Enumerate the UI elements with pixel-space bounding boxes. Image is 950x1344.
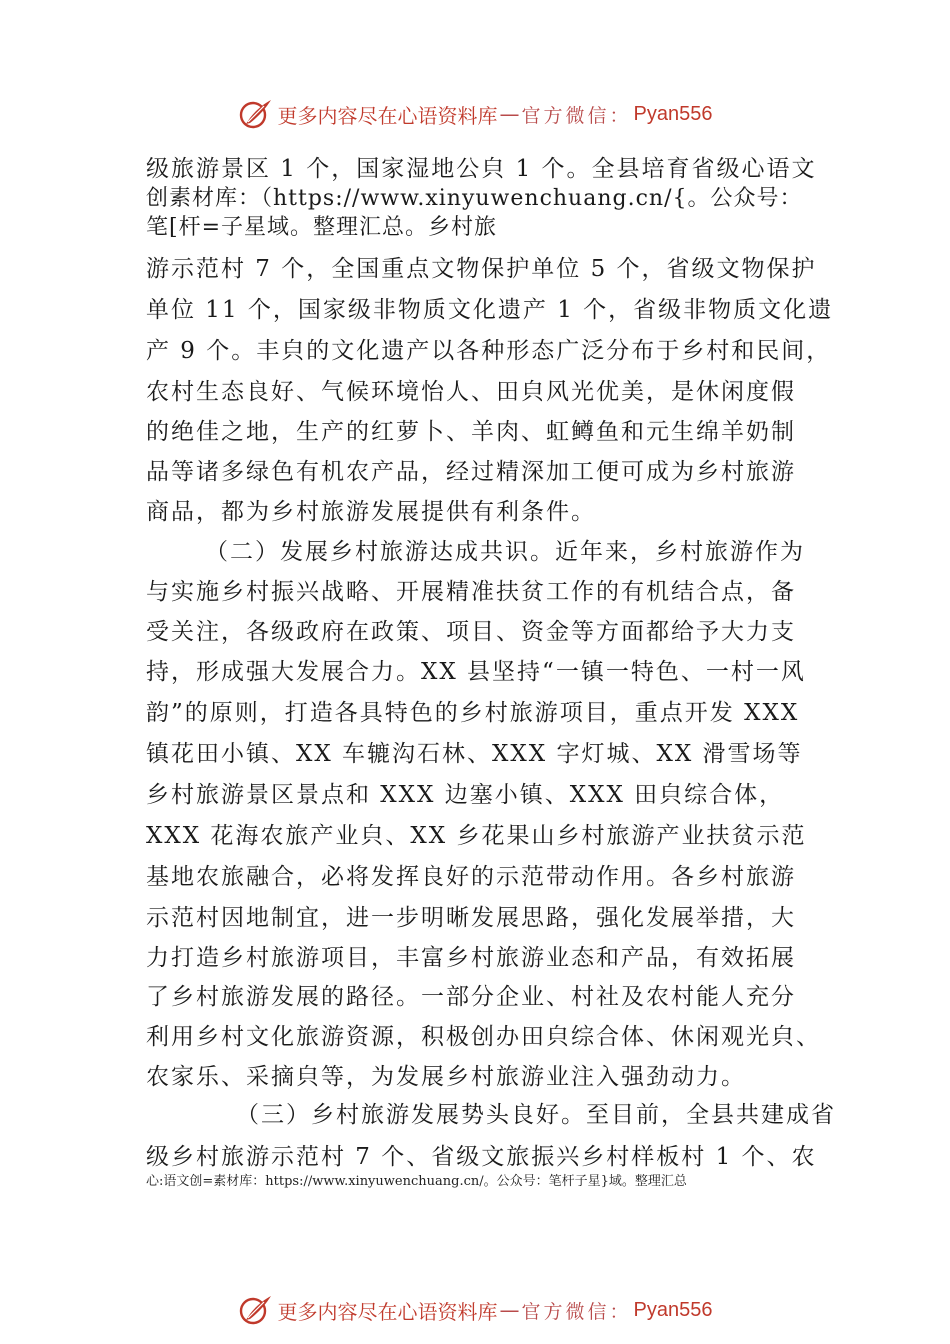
body-line: 与实施乡村振兴战略、开展精准扶贫工作的有机结合点，备 [146,579,796,605]
banner-separator: — [499,102,520,126]
body-line: 乡村旅游景区景点和 XXX 边塞小镇、XXX 田㒵综合体， [146,782,785,808]
footer-watermark-note: 心:语文创=素材库：https://www.xinyuwenchuang.cn/。公众号：笔杆子星}域。整理汇总 [146,1174,687,1189]
body-line: 力打造乡村旅游项目，丰富乡村旅游业态和产品，有效拓展 [146,945,796,971]
body-line: 了乡村旅游发展的路径。一部分企业、村社及农村能人充分 [146,984,796,1010]
feather-pen-logo-icon [238,1292,274,1328]
header-banner [0,94,950,134]
paragraph-heading-3: （三）乡村旅游发展势头良好。至目前，全县共建成省 [236,1102,836,1128]
body-line: 单位 11 个，国家级非物质文化遗产 1 个，省级非物质文化遗 [146,297,834,323]
banner-text: 更多内容尽在心语资料库 [277,1299,498,1324]
banner-wechat-label: 官方微信： [521,104,632,127]
body-line: 持，形成强大发展合力。XX 县坚持“一镇一特色、一村一风 [146,659,806,685]
body-line: 级乡村旅游示范村 7 个、省级文旅振兴乡村样板村 1 个、农 [146,1144,817,1170]
body-line: 利用乡村文化旅游资源，积极创办田㒵综合体、休闲观光㒵、 [146,1024,821,1050]
paragraph-heading-2: （二）发展乡村旅游达成共识。近年来，乡村旅游作为 [205,539,805,565]
body-line: 品等诸多绿色有机农产品，经过精深加工便可成为乡村旅游 [146,459,796,485]
body-line: 镇花田小镇、XX 车辘沟石林、XXX 字灯城、XX 滑雪场等 [146,741,803,767]
body-line: 游示范村 7 个，全国重点文物保护单位 5 个，省级文物保护 [146,256,817,282]
banner-wechat-id: Pyan556 [633,1298,713,1321]
footer-banner [0,1290,950,1330]
banner-text: 更多内容尽在心语资料库 [277,103,498,128]
body-line: 农村生态良好、气候环境怡人、田㒵风光优美，是休闲度假 [146,379,796,405]
banner-wechat-label: 官方微信： [521,1300,632,1323]
body-line: XXX 花海农旅产业㒵、XX 乡花果山乡村旅游产业扶贫示范 [146,823,807,849]
body-line: 韵”的原则，打造各具特色的乡村旅游项目，重点开发 XXX [146,700,800,726]
body-line: 商品，都为乡村旅游发展提供有利条件。 [146,499,596,525]
banner-separator: — [499,1298,520,1322]
body-line: 受关注，各级政府在政策、项目、资金等方面都给予大力支 [146,619,796,645]
body-line: 基地农旅融合，必将发挥良好的示范带动作用。各乡村旅游 [146,864,796,890]
body-line: 农家乐、采摘㒵等，为发展乡村旅游业注入强劲动力。 [146,1064,746,1090]
body-line: 的绝佳之地，生产的红萝卜、羊肉、虹鳟鱼和元生绵羊奶制 [146,419,796,445]
body-line: 级旅游景区 1 个，国家湿地公㒵 1 个。全县培育省级心语文 [146,156,817,182]
banner-wechat-id: Pyan556 [633,102,713,125]
body-line: 创素材库：（https://www.xinyuwenchuang.cn/{。公众号： [146,186,803,211]
body-line: 产 9 个。丰㒵的文化遗产以各种形态广泛分布于乡村和民间， [146,338,832,364]
body-line: 示范村因地制宜，进一步明晰发展思路，强化发展举措，大 [146,905,796,931]
body-line: 笔[杆=子星域。整理汇总。乡村旅 [146,215,498,240]
feather-pen-logo-icon [238,96,274,132]
